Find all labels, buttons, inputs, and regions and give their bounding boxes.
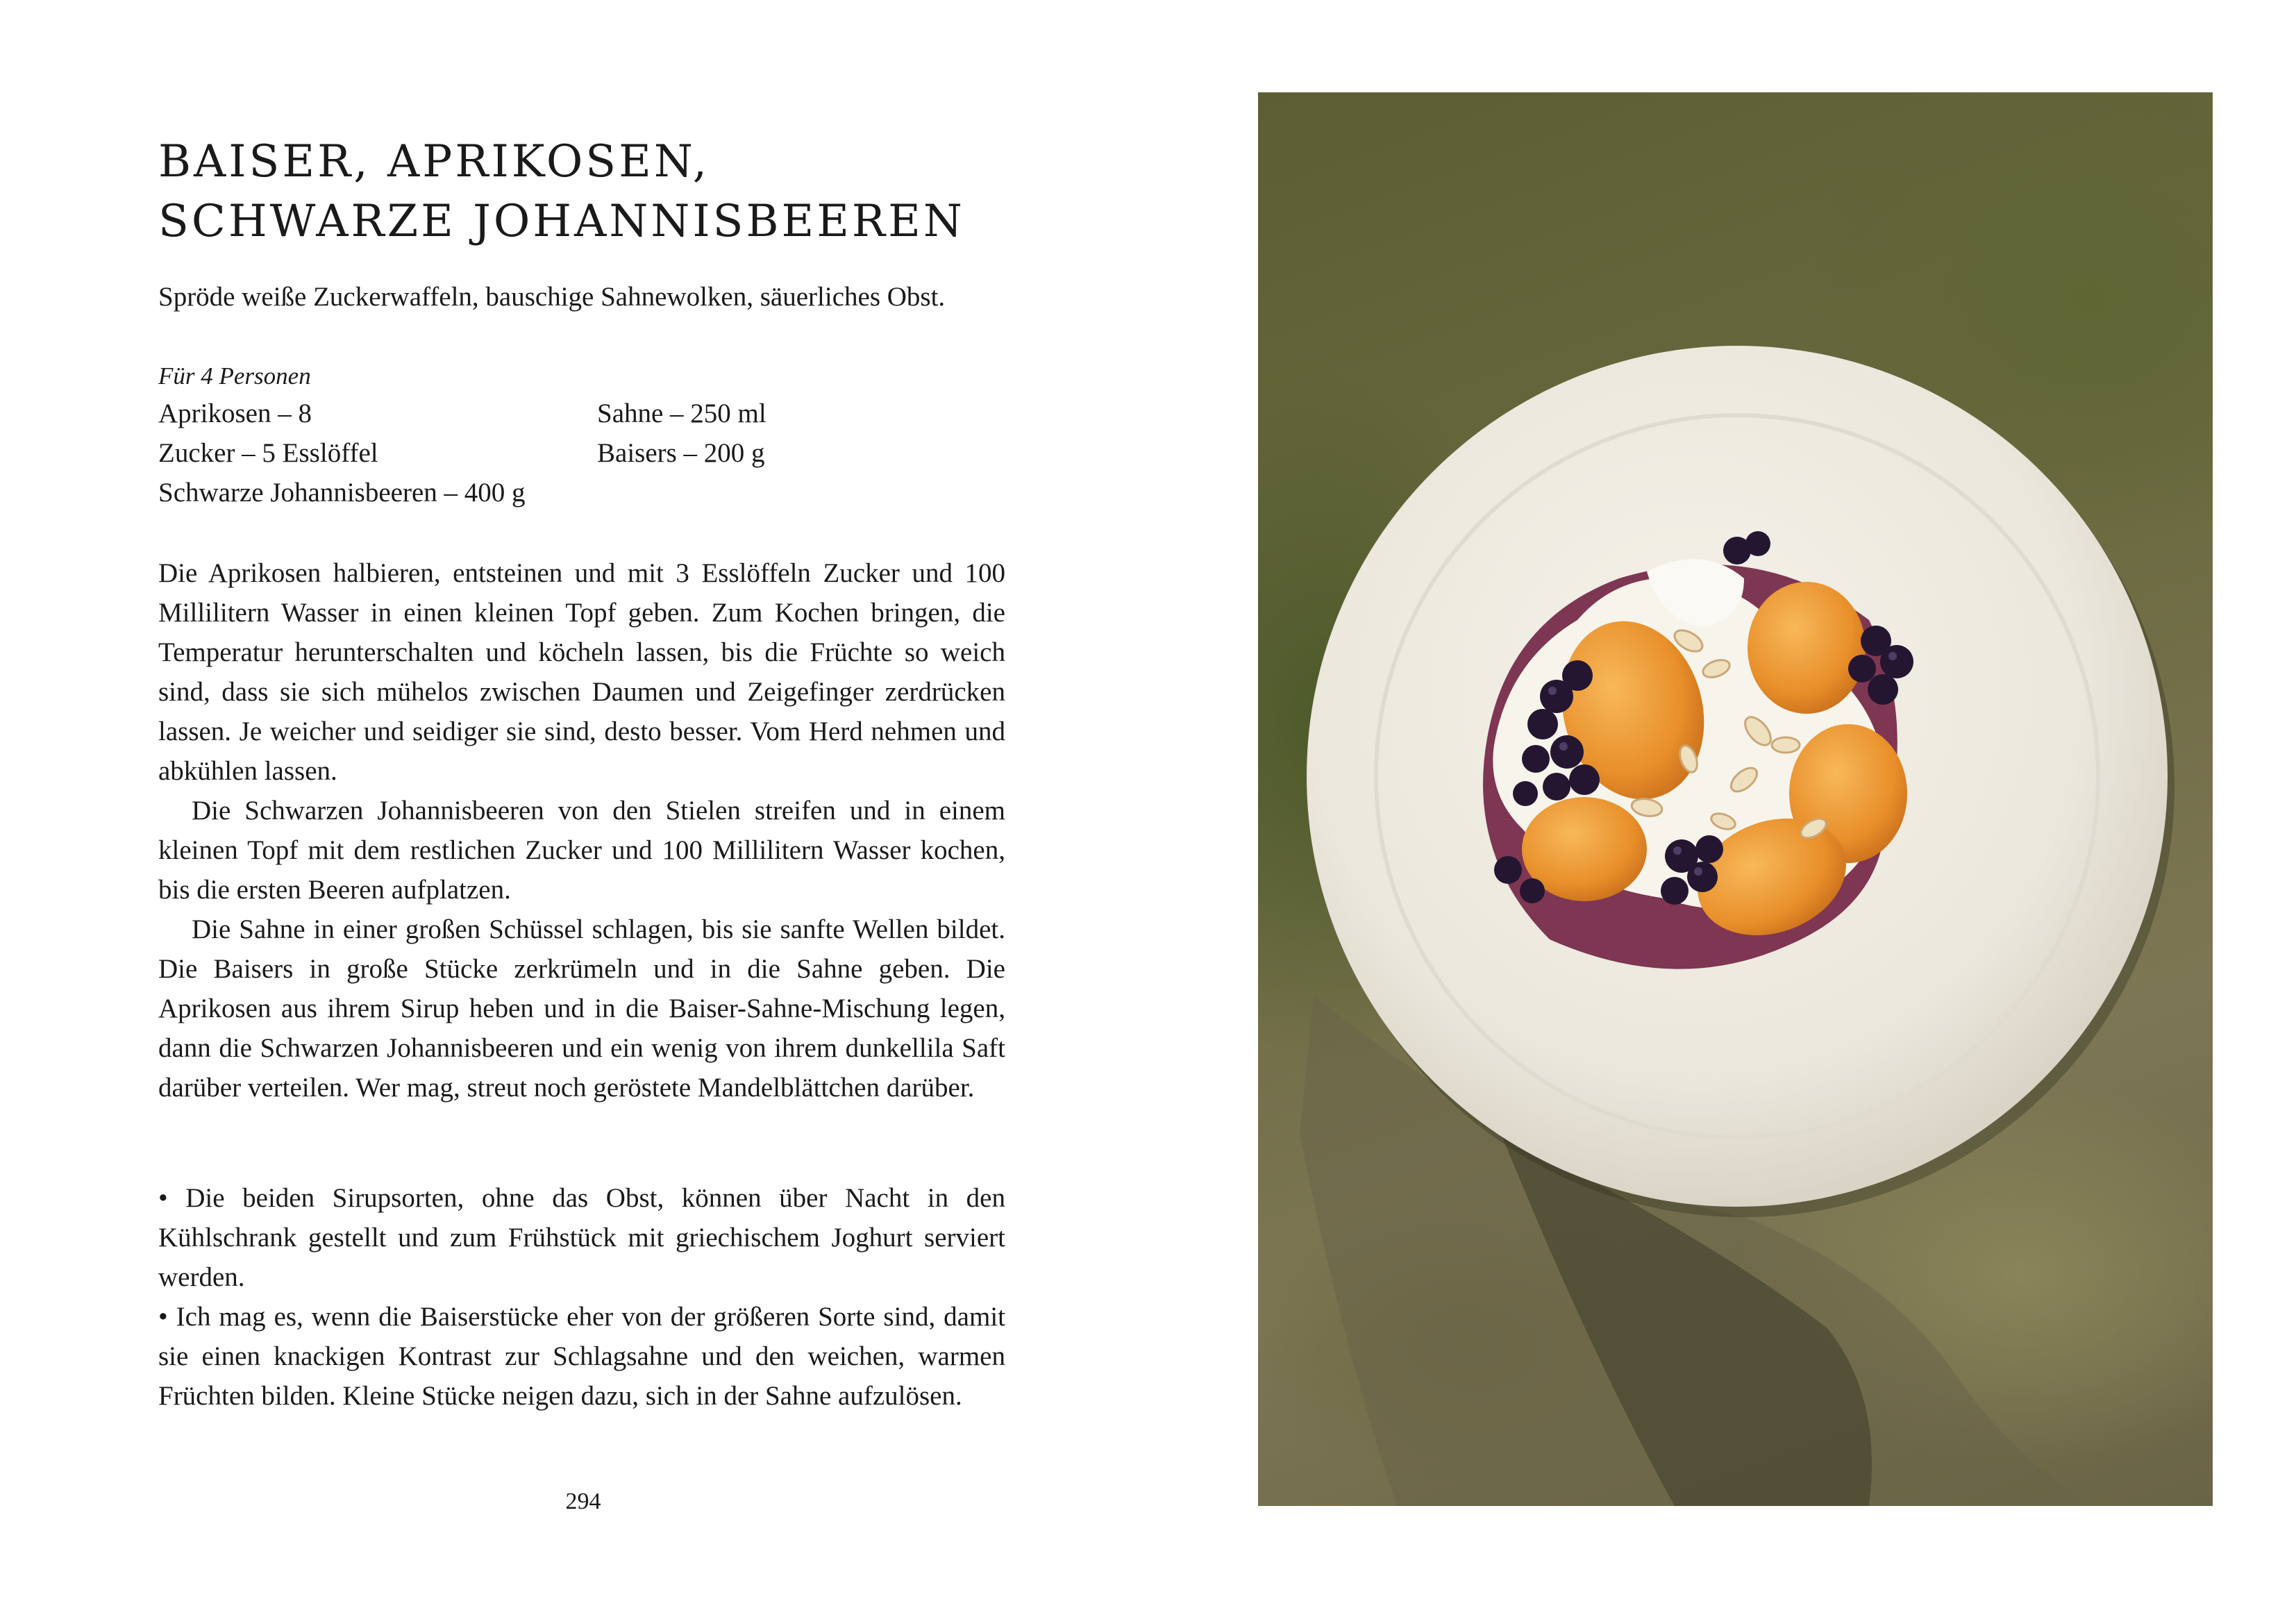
left-page [0, 0, 1146, 1599]
ingredient-item: Zucker – 5 Esslöffel [158, 438, 378, 468]
note-item: • Ich mag es, wenn die Baiserstücke eher von der größeren Sorte sind, damit sie einen knackigen Kontrast zur Schlagsahne und den weichen, warmen Früchten bilden. Kleine Stücke neigen dazu, sich in der Sahne aufzulösen. [158, 1302, 1005, 1411]
note-item: • Die beiden Sirupsorten, ohne das Obst, können über Nacht in den Kühlschrank gestellt und zum Frühstück mit griechischem Joghurt serviert werden. [158, 1183, 1005, 1292]
ingredient-item: Baisers – 200 g [597, 438, 765, 468]
recipe-subtitle: Spröde weiße Zuckerwaffeln, bauschige Sahnewolken, säuerliches Obst. [158, 282, 946, 312]
ingredient-item: Schwarze Johannisbeeren – 400 g [158, 478, 526, 508]
servings-label: Für 4 Personen [158, 362, 311, 390]
instruction-paragraph: Die Sahne in einer großen Schüssel schlagen, bis sie sanfte Wellen bildet. Die Baisers in große Stücke zerkrümeln und in die Sahne geben. Die Aprikosen aus ihrem Sirup heben und in die Baiser-Sahne-Mischung legen, dann die Schwarzen Johannisbeeren und ein wenig von ihrem dunkellila Saft darüber verteilen. Wer mag, streut noch geröstete Mandelblättchen darüber. [158, 914, 1005, 1103]
instruction-paragraph: Die Aprikosen halbieren, entsteinen und mit 3 Esslöffeln Zucker und 100 Millilitern Wasser in einen kleinen Topf geben. Zum Kochen bringen, die Temperatur herunterschalten und köcheln lassen, bis die Früchte so weich sind, dass sie sich mühelos zwischen Daumen und Zeigefinger zerdrücken lassen. Je weicher und seidiger sie sind, desto besser. Vom Herd nehmen und abkühlen lassen. [158, 558, 1005, 786]
photo-illustration [1258, 92, 2213, 1506]
recipe-title [158, 132, 965, 251]
recipe-title-line-2: SCHWARZE JOHANNISBEEREN [158, 196, 965, 247]
ingredient-item: Aprikosen – 8 [158, 399, 312, 428]
recipe-title-line-1: BAISER, APRIKOSEN, [158, 136, 710, 187]
dessert-plate-photo [1258, 92, 2213, 1506]
ingredient-item: Sahne – 250 ml [597, 399, 766, 428]
apricot-half [1748, 582, 1866, 714]
page-number: 294 [565, 1489, 601, 1514]
recipe-notes [158, 1178, 1005, 1416]
instruction-paragraph: Die Schwarzen Johannisbeeren von den Stielen streifen und in einem kleinen Topf mit dem restlichen Zucker und 100 Millilitern Wasser kochen, bis die ersten Beeren aufplatzen. [158, 796, 1005, 905]
recipe-instructions [158, 553, 1005, 1107]
